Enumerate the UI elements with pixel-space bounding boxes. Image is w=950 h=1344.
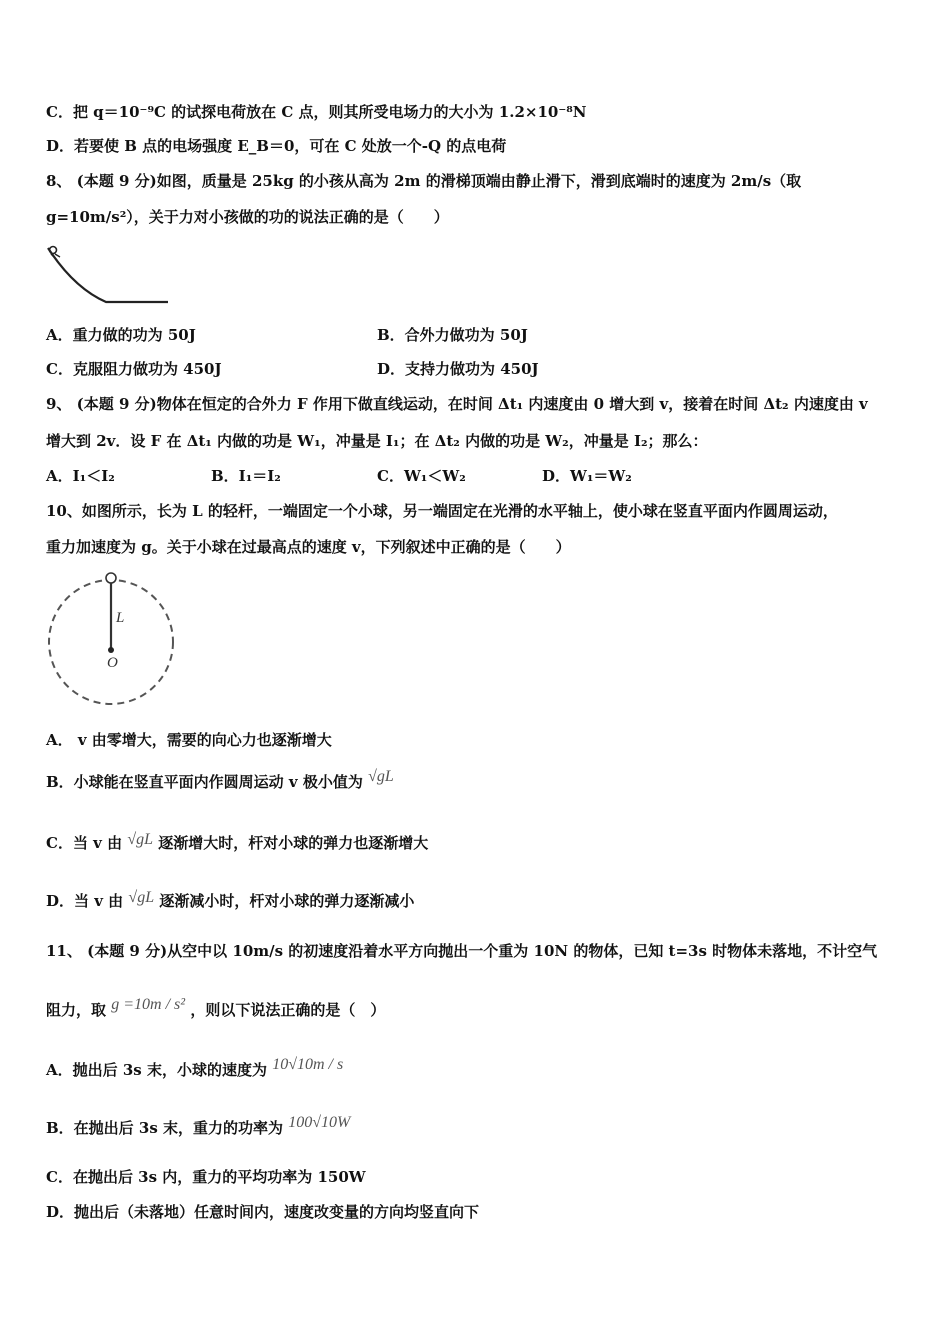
q11-option-a-text: A．抛出后 3s 末，小球的速度为	[46, 1061, 267, 1079]
q7-option-c: C．把 q＝10⁻⁹C 的试探电荷放在 C 点，则其所受电场力的大小为 1.2×10⁻⁸N	[46, 103, 587, 121]
q7-option-d: D．若要使 B 点的电场强度 E_B＝0，可在 C 处放一个-Q 的点电荷	[46, 137, 507, 155]
slide-figure	[44, 238, 174, 310]
q9-stem-line2: 增大到 2v．设 F 在 Δt₁ 内做的功是 W₁，冲量是 I₁；在 Δt₂ 内做的功是 W₂，冲量是 I₂；那么：	[46, 432, 708, 450]
circle-rod-figure	[44, 570, 178, 710]
q9-option-b: B．I₁＝I₂	[211, 467, 281, 485]
q10-option-c-post: 逐渐增大时，杆对小球的弹力也逐渐增大	[158, 834, 429, 852]
q8-option-b: B．合外力做功为 50J	[377, 326, 528, 344]
q9-option-d: D．W₁＝W₂	[542, 467, 632, 485]
sqrt-gl-d: √gL	[128, 889, 155, 906]
q9-option-a: A．I₁＜I₂	[46, 467, 115, 485]
q8-stem-line1: 8、 (本题 9 分)如图，质量是 25kg 的小孩从高为 2m 的滑梯顶端由静止滑下，滑到底端时的速度为 2m/s（取	[46, 172, 802, 190]
q10-option-d-pre: D．当 v 由	[46, 892, 124, 910]
q9-option-c: C．W₁＜W₂	[377, 467, 466, 485]
q8-option-d: D．支持力做功为 450J	[377, 360, 539, 378]
q9-stem-line1: 9、 (本题 9 分)物体在恒定的合外力 F 作用下做直线运动，在时间 Δt₁ 内速度由 0 增大到 v，接着在时间 Δt₂ 内速度由 v	[46, 395, 868, 413]
q11-stem-pre: 阻力，取	[46, 1001, 107, 1019]
q11-option-b-text: B．在抛出后 3s 末，重力的功率为	[46, 1119, 284, 1137]
center-label: O	[107, 655, 118, 671]
q10-option-a: A． v 由零增大，需要的向心力也逐渐增大	[46, 731, 332, 749]
q11-option-a	[46, 1056, 344, 1081]
q11-option-d: D．抛出后（未落地）任意时间内，速度改变量的方向均竖直向下	[46, 1203, 480, 1221]
q11-stem-post: ，则以下说法正确的是（ ）	[190, 1001, 386, 1019]
q8-option-c: C．克服阻力做功为 450J	[46, 360, 222, 378]
sqrt-gl-c: √gL	[127, 831, 154, 848]
power-value: 100√10W	[288, 1114, 351, 1131]
q10-option-b-text: B．小球能在竖直平面内作圆周运动 v 极小值为	[46, 773, 363, 791]
q8-stem-line2: g=10m/s²），关于力对小孩做的功的说法正确的是（ ）	[46, 208, 449, 226]
q10-option-d	[46, 891, 414, 912]
q8-option-a: A．重力做的功为 50J	[46, 326, 196, 344]
g-value: g =10m / s²	[111, 996, 186, 1013]
q10-option-b	[46, 768, 394, 793]
q11-option-c: C．在抛出后 3s 内，重力的平均功率为 150W	[46, 1168, 366, 1186]
rod-length-label: L	[116, 610, 125, 626]
velocity-value: 10√10m / s	[272, 1056, 344, 1073]
q11-option-b	[46, 1114, 351, 1139]
q10-option-c-pre: C．当 v 由	[46, 834, 123, 852]
q10-stem-line1: 10、如图所示，长为 L 的轻杆，一端固定一个小球，另一端固定在光滑的水平轴上，使小球在竖直平面内作圆周运动，	[46, 502, 838, 520]
q11-stem-line2	[46, 996, 386, 1021]
sqrt-gl-b: √gL	[368, 768, 394, 785]
q10-option-d-post: 逐渐减小时，杆对小球的弹力逐渐减小	[159, 892, 415, 910]
q10-stem-line2: 重力加速度为 g。关于小球在过最高点的速度 v，下列叙述中正确的是（ ）	[46, 538, 571, 556]
q11-stem-line1: 11、 (本题 9 分)从空中以 10m/s 的初速度沿着水平方向抛出一个重为 10N 的物体，已知 t=3s 时物体未落地，不计空气	[46, 942, 878, 960]
q10-option-c	[46, 833, 428, 854]
